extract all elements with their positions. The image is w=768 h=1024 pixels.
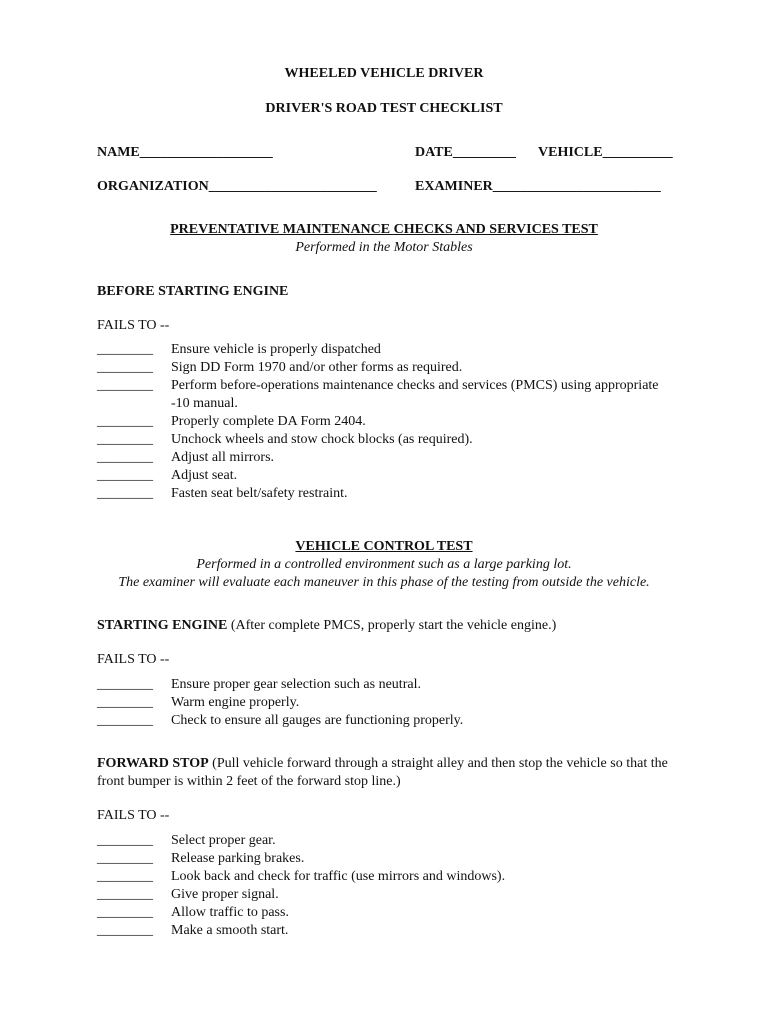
vehicle-control-test-heading: VEHICLE CONTROL TEST — [295, 539, 473, 554]
fails-to-label: FAILS TO -- — [97, 318, 170, 333]
checklist-item-text: Properly complete DA Form 2404. — [171, 414, 366, 429]
checklist-item — [97, 485, 667, 503]
checklist-item — [97, 922, 667, 940]
checklist-item-text: Perform before-operations maintenance checks and services (PMCS) using appropriate -10 manual. — [171, 378, 659, 411]
forward-stop-paragraph — [97, 755, 672, 791]
checklist-item — [97, 904, 667, 922]
checklist-item — [97, 449, 667, 467]
check-blank[interactable]: ________ — [97, 450, 153, 465]
forward-stop-title: FORWARD STOP — [97, 756, 209, 771]
checklist-item-text: Give proper signal. — [171, 887, 279, 902]
check-blank[interactable]: ________ — [97, 378, 153, 393]
checklist-item-text: Ensure vehicle is properly dispatched — [171, 342, 381, 357]
examiner-field[interactable]: EXAMINER________________________ — [415, 179, 661, 194]
check-blank[interactable]: ________ — [97, 468, 153, 483]
document-subtitle: DRIVER'S ROAD TEST CHECKLIST — [265, 101, 503, 116]
checklist-item — [97, 886, 667, 904]
starting-engine-title: STARTING ENGINE — [97, 618, 228, 633]
fails-to-label: FAILS TO -- — [97, 652, 170, 667]
checklist-item-text: Sign DD Form 1970 and/or other forms as required. — [171, 360, 463, 375]
checklist-item — [97, 377, 667, 413]
vehicle-field[interactable]: VEHICLE__________ — [538, 145, 673, 160]
pmcs-heading: PREVENTATIVE MAINTENANCE CHECKS AND SERVICES TEST — [170, 222, 598, 237]
date-field[interactable]: DATE_________ — [415, 145, 516, 160]
check-blank[interactable]: ________ — [97, 432, 153, 447]
check-blank[interactable]: ________ — [97, 905, 153, 920]
check-blank[interactable]: ________ — [97, 360, 153, 375]
before-starting-engine-title: BEFORE STARTING ENGINE — [97, 284, 289, 299]
checklist-item — [97, 431, 667, 449]
checklist-item-text: Unchock wheels and stow chock blocks (as required). — [171, 432, 473, 447]
checklist-item-text: Ensure proper gear selection such as neutral. — [171, 677, 421, 692]
check-blank[interactable]: ________ — [97, 923, 153, 938]
organization-field[interactable]: ORGANIZATION________________________ — [97, 179, 377, 194]
checklist-item-text: Fasten seat belt/safety restraint. — [171, 486, 348, 501]
checklist-item-text: Adjust all mirrors. — [171, 450, 275, 465]
checklist-item — [97, 341, 667, 359]
checklist-item — [97, 868, 667, 886]
check-blank[interactable]: ________ — [97, 851, 153, 866]
check-blank[interactable]: ________ — [97, 486, 153, 501]
starting-engine-desc: (After complete PMCS, properly start the vehicle engine.) — [227, 618, 557, 633]
forward-stop-desc: (Pull vehicle forward through a straight alley and then stop the vehicle so that the front bumper is within 2 feet of the forward stop line.) — [97, 756, 668, 789]
checklist-item — [97, 712, 667, 730]
checklist-item — [97, 676, 667, 694]
checklist-item-text: Allow traffic to pass. — [171, 905, 289, 920]
checklist-item — [97, 413, 667, 431]
check-blank[interactable]: ________ — [97, 342, 153, 357]
checklist-item-text: Adjust seat. — [171, 468, 238, 483]
checklist-item-text: Check to ensure all gauges are functioning properly. — [171, 713, 464, 728]
checklist-item-text: Look back and check for traffic (use mirrors and windows). — [171, 869, 506, 884]
check-blank[interactable]: ________ — [97, 833, 153, 848]
check-blank[interactable]: ________ — [97, 677, 153, 692]
checklist-item — [97, 467, 667, 485]
checklist-item-text: Make a smooth start. — [171, 923, 289, 938]
checklist-item-text: Release parking brakes. — [171, 851, 305, 866]
check-blank[interactable]: ________ — [97, 887, 153, 902]
checklist-item-text: Warm engine properly. — [171, 695, 300, 710]
checklist-item — [97, 359, 667, 377]
check-blank[interactable]: ________ — [97, 695, 153, 710]
vehicle-control-test-subheading: Performed in a controlled environment such as a large parking lot. — [196, 557, 572, 572]
name-field[interactable]: NAME___________________ — [97, 145, 273, 160]
document-title: WHEELED VEHICLE DRIVER — [284, 66, 484, 81]
pmcs-subheading: Performed in the Motor Stables — [295, 240, 473, 255]
checklist-item — [97, 832, 667, 850]
check-blank[interactable]: ________ — [97, 869, 153, 884]
vehicle-control-test-note: The examiner will evaluate each maneuver in this phase of the testing from outside the vehicle. — [118, 575, 650, 590]
checklist-item-text: Select proper gear. — [171, 833, 276, 848]
checklist-item — [97, 694, 667, 712]
check-blank[interactable]: ________ — [97, 713, 153, 728]
check-blank[interactable]: ________ — [97, 414, 153, 429]
checklist-item — [97, 850, 667, 868]
starting-engine-paragraph — [97, 617, 672, 635]
fails-to-label: FAILS TO -- — [97, 808, 170, 823]
